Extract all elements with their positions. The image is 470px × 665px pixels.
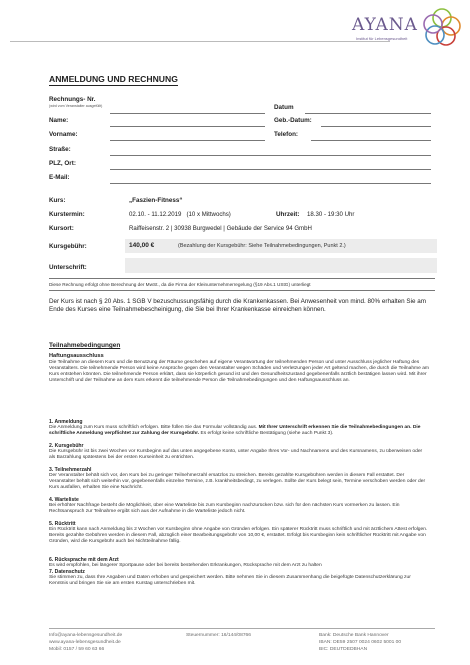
- title-underline: [49, 85, 178, 86]
- footer-bank-name: Bank: Deutsche Bank Hannover: [319, 633, 389, 638]
- rechnung-note: (wird vom Veranstalter ausgefüllt): [49, 104, 103, 108]
- anmeldung-text-b: Es erfolgt keine schriftliche Bestätigung (siehe auch Punkt 3).: [200, 430, 334, 436]
- gebdatum-label: Geb.-Datum:: [274, 117, 312, 124]
- anmeldung-bold: Mit Ihrer Unterschrift erkennen Sie die Teilnahmebedingungen an. Die schriftliche Anmeldung verpflichtet zur Zahlung der Kursgebühr.: [49, 425, 421, 436]
- plz-field[interactable]: [110, 169, 431, 170]
- footer-contact: [49, 632, 122, 653]
- email-field[interactable]: [110, 183, 431, 184]
- datenschutz-text: Sie stimmen zu, dass Ihre Angaben und Daten erhoben und gespeichert werden. Bitte nehmen Sie in diesem Zusammenhang die beigefügte Datenschutzerklärung zur Kenntnis und bringen Sie sie am ersten Kurstag unterschrieben mit.: [49, 575, 411, 586]
- datenschutz-title: 7. Datenschutz: [49, 569, 85, 575]
- kursgebuehr-label: Kursgebühr:: [49, 243, 87, 250]
- ruecktritt-text: Ein Rücktritt kann nach Anmeldung bis 2 Wochen vor Kursbeginn ohne Angabe von Gründen erfolgen. Ein späterer Rücktritt muss schriftlich und mit ärztlichem Attest erfolgen. Bereits gezahlte Gebühren werden in diesem Fall, abzüglich einer Bearbeitungsgebühr von 10,00 €, erstattet. Erfolgt bis Kursbeginn kein schriftlicher Rücktritt mit Angabe von Gründen, wird die Kursgebühr auch bei Nichtteilnahme fällig.: [49, 527, 428, 544]
- footer-bank: [319, 632, 401, 653]
- vorname-field[interactable]: [110, 140, 265, 141]
- footer-email-link[interactable]: Info@ayana-lebensgesundheit.de: [49, 633, 123, 638]
- ruecktritt-title: 5. Rücktritt: [49, 521, 76, 527]
- footer-iban: IBAN: DE59 2507 0024 0602 5001 00: [319, 640, 402, 645]
- arzt-text: Es wird empfohlen, bei längerer Sportpause oder bei bereits bestehenden Erkrankungen, Rücksprache mit dem Arzt zu halten: [49, 563, 322, 568]
- kursgebuehr-value: 140,00 €: [129, 242, 155, 249]
- gebdatum-field[interactable]: [321, 126, 431, 127]
- anmeldung-text-a: Die Anmeldung zum Kurs muss schriftlich erfolgen. Bitte füllen Sie das Formular vollständig aus.: [49, 425, 258, 430]
- warteliste-title: 4. Warteliste: [49, 497, 79, 503]
- telefon-label: Telefon:: [274, 131, 299, 138]
- name-field[interactable]: [110, 126, 265, 127]
- footer-tax: [186, 632, 251, 639]
- divider-1: [49, 278, 435, 279]
- telefon-field[interactable]: [311, 140, 431, 141]
- kurs-value: „Faszien-Fitness“: [129, 197, 183, 204]
- teilnehmerzahl-text: Der Veranstalter behält sich vor, den Kurs bei zu geringer Teilnehmerzahl ersatzlos zu streichen. Bereits gezahlte Kursgebühren werden in diesem Fall erstattet. Der Veranstalter behält sich weiterhin vor, gegebenenfalls einzelne Termine, z.B. krankheitsbedingt, zu verlegen. Sollte der Kurs belegt sein, Termine verschoben werden oder der Kurs ausfallen, erhalten Sie eine Nachricht.: [49, 473, 426, 490]
- strasse-field[interactable]: [110, 155, 431, 156]
- datum-line: [305, 113, 431, 114]
- divider-2: [49, 290, 435, 291]
- rechnung-label: Rechnungs- Nr.: [49, 96, 96, 103]
- page-title: ANMELDUNG UND RECHNUNG: [49, 74, 178, 84]
- footer-mobile: Mobil: 0157 / 59 60 63 66: [49, 647, 105, 652]
- haftung-title: Haftungsausschluss: [49, 353, 104, 359]
- header-rule: [10, 41, 390, 42]
- haftung-text: Die Teilnahme an diesem Kurs und die Benutzung der Räume geschehen auf eigene Verantwortung der teilnehmenden Person und unter Ausschluss jeglicher Haftung des Veranstalters. Die teilnehmende Person wird keine Ansprüche gegen den Veranstalter wegen Schäden und Verletzungen jeder Art geltend machen, die durch die Teilnahme am Kurs entstehen könnten. Die teilnehmende Person erklärt, dass sie körperlich gesund ist und den Gesundheitszustand gegebenenfalls ärztlich bestätigen lassen wird. Mit ihrer Unterschrift und der Teilnahme an dem Kurs erkennt die teilnehmende Person die Teilnahmebedingungen und den Haftungsausschluss an.: [49, 360, 429, 383]
- uhrzeit-label: Uhrzeit:: [276, 211, 300, 218]
- bonus-paragraph: Der Kurs ist nach § 20 Abs. 1 SGB V bezuschussungsfähig durch die Krankenkassen. Bei Anwesenheit von mind. 80% erhalten Sie am Ende des Kurses eine Teilnahmebescheinigung, die Sie bei Ihrer Krankenkasse einreichen können.: [49, 298, 426, 313]
- anmeldung-title: 1. Anmeldung: [49, 419, 83, 425]
- kursort-label: Kursort:: [49, 225, 74, 232]
- warteliste-text: Bei erhöhter Nachfrage besteht die Möglichkeit, über eine Warteliste bis zum Kursbeginn nachzurücken bzw. sich für den nächsten Kurs vormerken zu lassen. Ein Rechtsanspruch zur Teilnahme ergibt sich aus der Aufnahme in die Warteliste jedoch nicht.: [49, 503, 400, 514]
- datum-label: Datum: [274, 104, 294, 111]
- flower-logo-icon: [420, 6, 464, 50]
- plz-label: PLZ, Ort:: [49, 160, 76, 167]
- unterschrift-field[interactable]: [125, 258, 437, 273]
- footer-steuernummer: Steuernummer: 16/144/08766: [186, 633, 251, 638]
- ayana-logo: [352, 6, 464, 50]
- kurs-label: Kurs:: [49, 197, 66, 204]
- kursgebuehr-cond-title: 2. Kursgebühr: [49, 443, 84, 449]
- kursgebuehr-note: (Bezahlung der Kursgebühr: Siehe Teilnahmebedingungen, Punkt 2.): [178, 243, 346, 249]
- rechnung-line: [110, 113, 265, 114]
- arzt-title: 6. Rücksprache mit dem Arzt: [49, 557, 119, 563]
- kursort-value: Raiffeisenstr. 2 | 30938 Burgwedel | Gebäude der Service 94 GmbH: [129, 225, 312, 232]
- kurstermin-label: Kurstermin:: [49, 211, 85, 218]
- strasse-label: Straße:: [49, 146, 71, 153]
- conditions-heading: Teilnahmebedingungen: [49, 342, 121, 349]
- logo-wordmark: AYANA: [352, 15, 418, 35]
- uhrzeit-value: 18.30 - 19:30 Uhr: [307, 211, 355, 218]
- email-label: E-Mail:: [49, 174, 70, 181]
- logo-subtitle: Institut für Lebensgesundheit: [356, 36, 408, 41]
- unterschrift-label: Unterschrift:: [49, 264, 87, 271]
- vorname-label: Vorname:: [49, 131, 78, 138]
- kurstermin-value: 02.10. - 11.12.2019 (10 x Mittwochs): [129, 211, 231, 218]
- kursgebuehr-cond-text: Die Kursgebühr ist bis zwei Wochen vor Kursbeginn auf das unten angegebene Konto, unter Angabe Ihres Vor- und Nachnamens und des Kursnamens, zu überweisen oder als Barzahlung spätestens bei der ersten Kurseinheit zu entrichten.: [49, 449, 423, 460]
- footer-bic: BIC: DEUTDEDBHAN: [319, 647, 368, 652]
- footer-rule: [49, 628, 435, 629]
- footer-website-link[interactable]: www.ayana-lebensgesundheit.de: [49, 640, 121, 645]
- name-label: Name:: [49, 117, 69, 124]
- anmeldung-text: [49, 425, 429, 437]
- tax-note: Diese Rechnung erfolgt ohne Berechnung der MwSt., da die Firma der Kleinunternehmerregelung (§19 Abs.1 UStG) unterliegt: [49, 282, 311, 287]
- teilnehmerzahl-title: 3. Teilnehmerzahl: [49, 467, 92, 473]
